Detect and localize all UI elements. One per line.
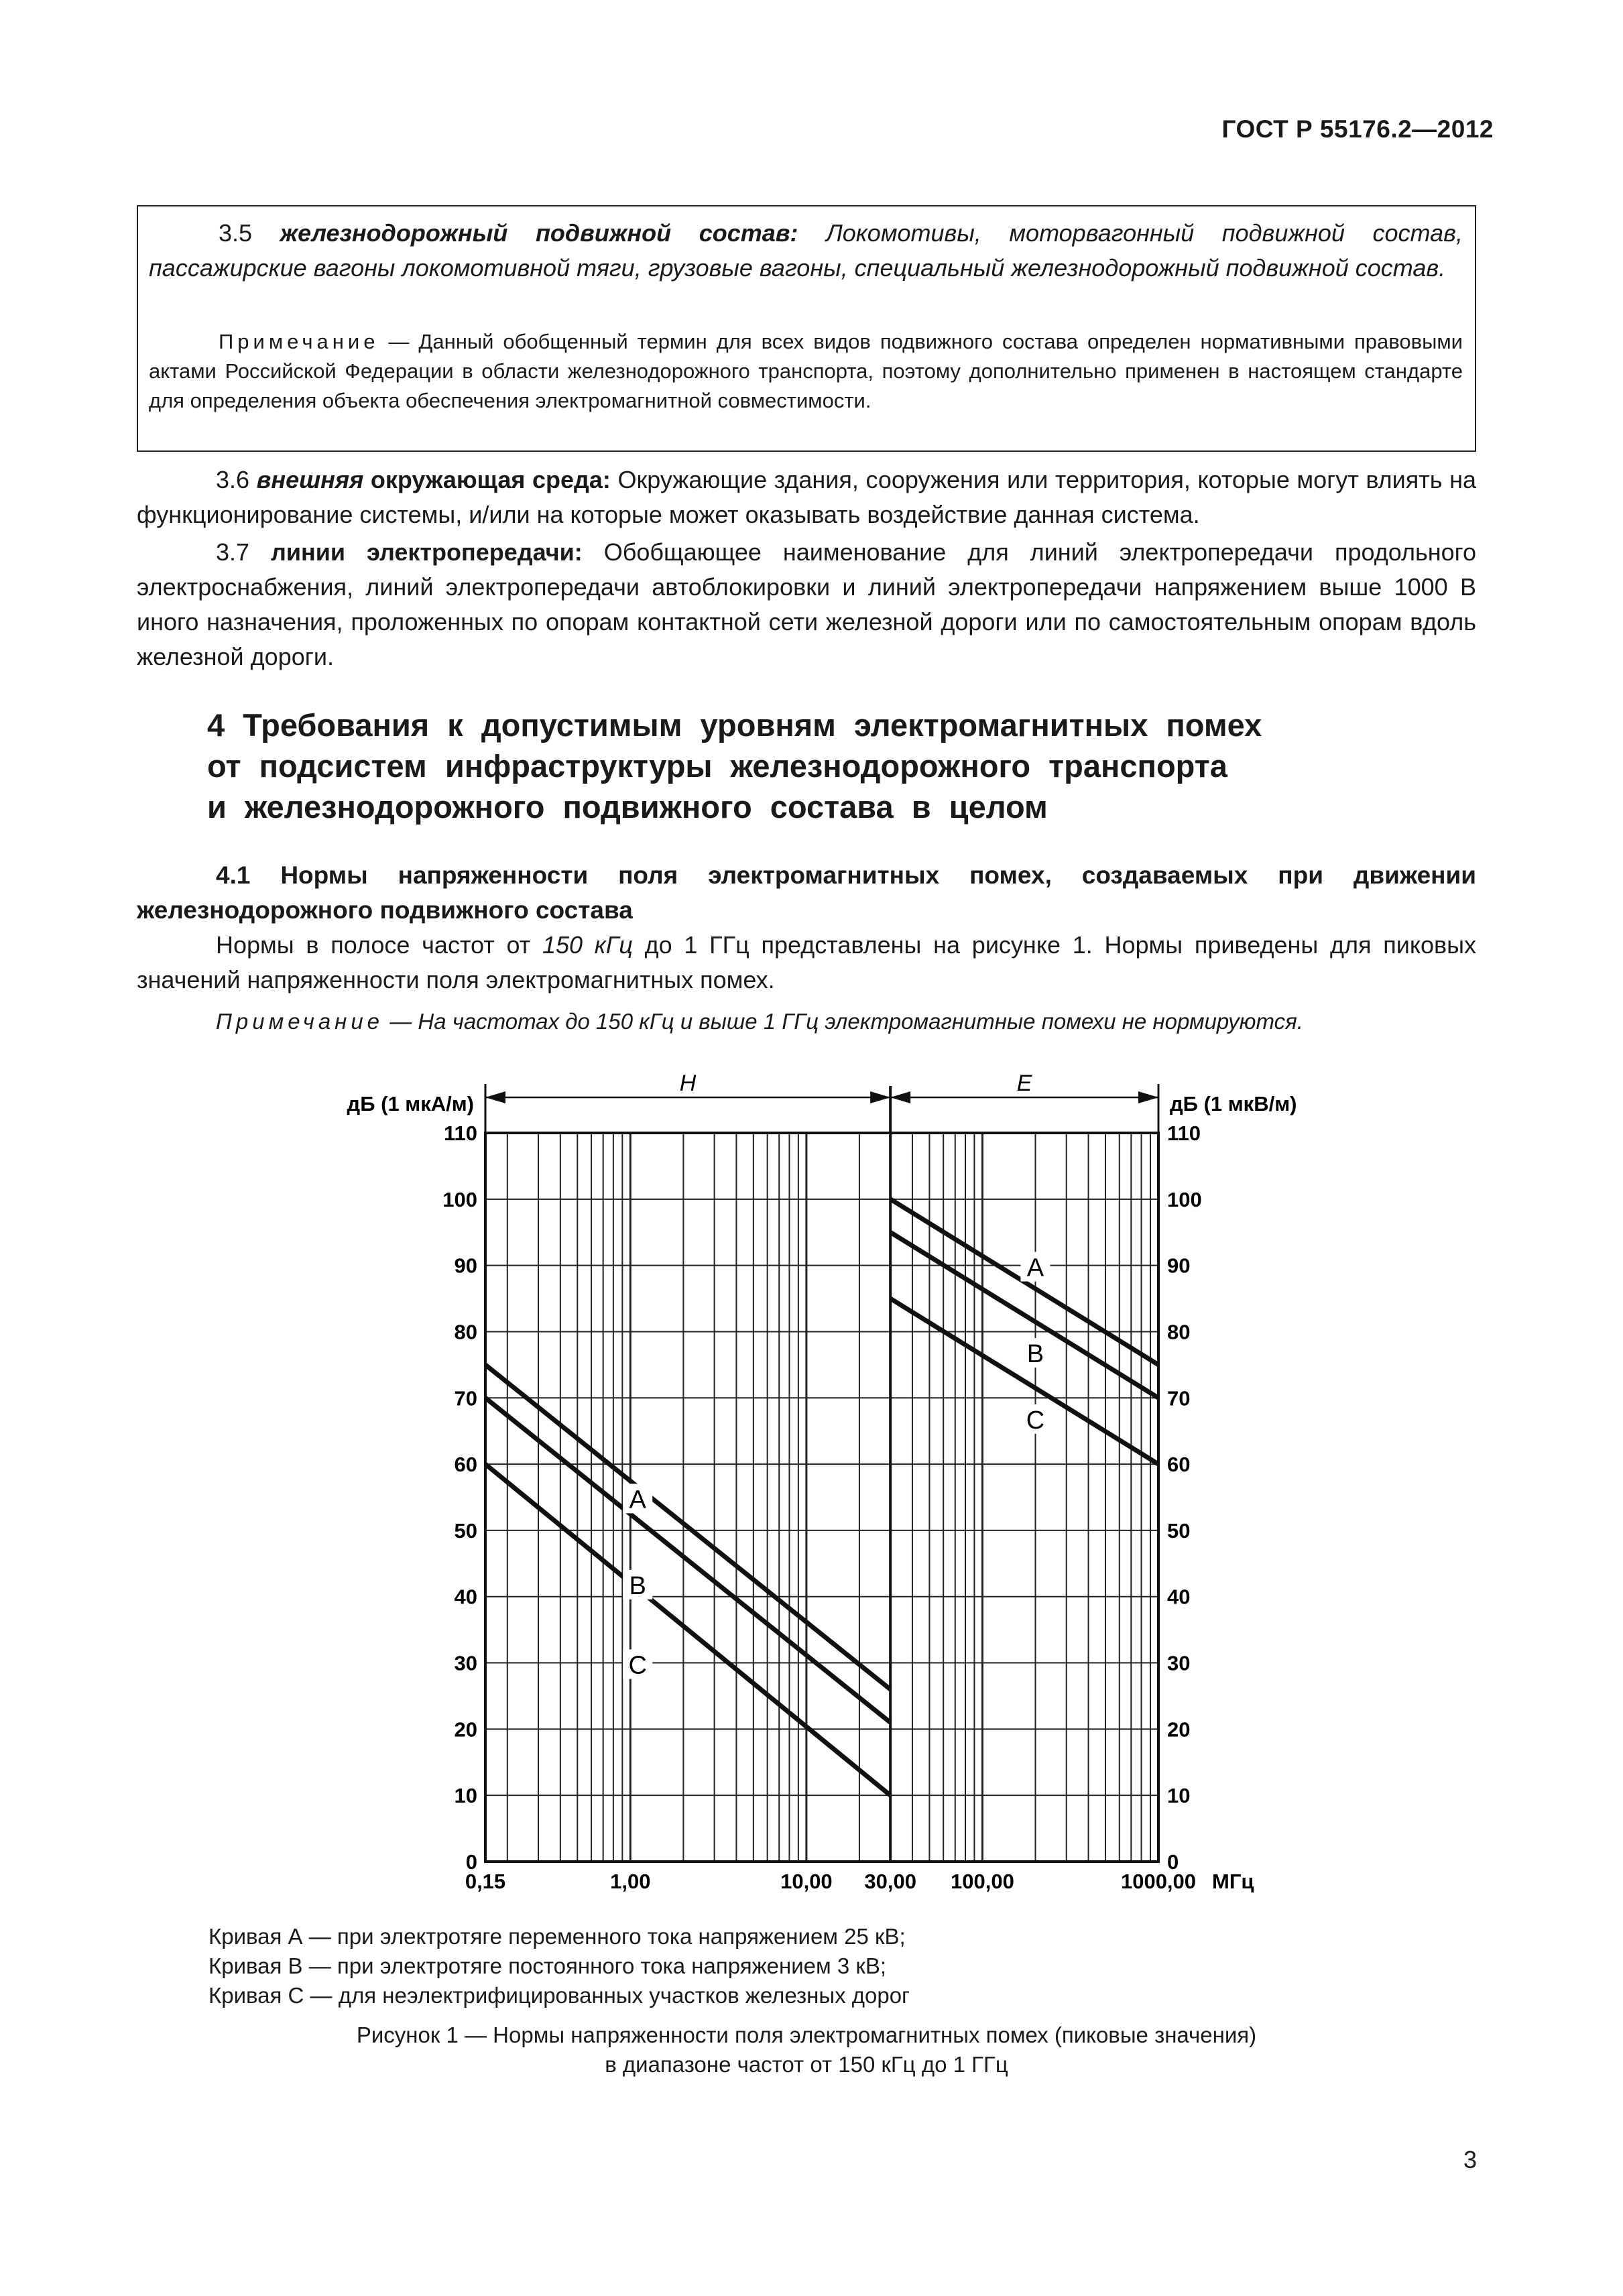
region-e-label: E bbox=[1016, 1071, 1032, 1096]
def-term: окружающая среда: bbox=[370, 466, 611, 493]
arrowhead bbox=[485, 1091, 505, 1103]
y-tick-label-left: 30 bbox=[454, 1651, 477, 1675]
arrowhead bbox=[870, 1091, 890, 1103]
curve-c-h-segment bbox=[485, 1464, 890, 1795]
y-tick-label-left: 60 bbox=[454, 1453, 477, 1477]
y-tick-label-right: 110 bbox=[1167, 1122, 1201, 1145]
region-h-label: H bbox=[679, 1071, 697, 1096]
y-tick-label-right: 90 bbox=[1167, 1254, 1191, 1278]
def-text: Окружающие здания, сооружения или территория, которые могут влиять на функционирование системы, и/или на которые может оказывать воздействие данная система. bbox=[137, 466, 1477, 528]
def-number: 3.5 bbox=[219, 219, 253, 247]
y-tick-label-left: 20 bbox=[454, 1717, 477, 1742]
curve-label-c: C bbox=[1026, 1406, 1045, 1435]
legend-curve-b: Кривая В — при электротяге постоянного тока напряжением 3 кВ; bbox=[208, 1953, 887, 1978]
caption-text: до 1 ГГц bbox=[915, 2052, 1008, 2077]
def-term: линии электропередачи: bbox=[271, 538, 583, 566]
section-4-1-heading: 4.1 Нормы напряженности поля электромагнитных помех, создаваемых при движении железнодорожного подвижного состава bbox=[137, 861, 1476, 924]
x-axis-unit: МГц bbox=[1212, 1870, 1254, 1893]
curve-a-h-segment bbox=[485, 1365, 890, 1689]
y-tick-label-right: 70 bbox=[1167, 1386, 1191, 1410]
chart-labels bbox=[347, 1071, 1297, 1893]
y-tick-label-right: 40 bbox=[1167, 1585, 1191, 1609]
y-tick-label-left: 0 bbox=[465, 1850, 477, 1874]
curve-label-c: C bbox=[628, 1651, 647, 1680]
y-tick-label-right: 100 bbox=[1167, 1187, 1202, 1211]
chart-grid bbox=[485, 1133, 1158, 1862]
y-axis-left-label: дБ (1 мкА/м) bbox=[347, 1092, 474, 1115]
x-tick-label: 30,00 bbox=[864, 1870, 916, 1893]
x-tick-label: 100,00 bbox=[951, 1870, 1014, 1893]
legend-curve-c: Кривая С — для неэлектрифицированных участков железных дорог bbox=[208, 1983, 910, 2008]
y-tick-label-left: 70 bbox=[454, 1386, 477, 1410]
y-tick-label-left: 10 bbox=[454, 1784, 477, 1808]
figure-caption bbox=[137, 2020, 1476, 2079]
legend-curve-a: Кривая А — при электротяге переменного тока напряжением 25 кВ; bbox=[208, 1924, 906, 1949]
caption-text: в диапазоне частот от bbox=[605, 2052, 839, 2077]
y-tick-label-left: 100 bbox=[442, 1187, 477, 1211]
y-tick-label-right: 80 bbox=[1167, 1320, 1191, 1344]
caption-line: Рисунок 1 — Нормы напряженности поля электромагнитных помех (пиковые значения) bbox=[356, 2022, 1257, 2047]
def-term-italic: внешняя bbox=[256, 466, 364, 493]
y-tick-label-left: 90 bbox=[454, 1254, 477, 1278]
para-freq: 150 кГц bbox=[542, 931, 633, 959]
chart-frame bbox=[485, 1084, 1158, 1862]
def-number: 3.7 bbox=[216, 538, 250, 566]
para-text: Нормы в полосе частот от bbox=[216, 931, 542, 959]
x-tick-label: 0,15 bbox=[465, 1870, 506, 1893]
y-tick-label-right: 20 bbox=[1167, 1717, 1191, 1742]
y-tick-label-left: 40 bbox=[454, 1585, 477, 1609]
chart-legend bbox=[208, 1922, 1348, 2010]
curve-label-b: B bbox=[629, 1571, 646, 1600]
note-text: — На частотах до 150 кГц и выше 1 ГГц электромагнитные помехи не нормируются. bbox=[389, 1009, 1303, 1034]
section-4-heading-line: 4 Требования к допустимым уровням электромагнитных помех bbox=[207, 707, 1262, 743]
y-tick-label-left: 80 bbox=[454, 1320, 477, 1344]
document-id: ГОСТ Р 55176.2—2012 bbox=[1221, 115, 1494, 143]
page-number: 3 bbox=[1463, 2146, 1478, 2173]
def-text: Локомотивы, моторвагонный подвижной состав, пассажирские вагоны локомотивной тяги, грузовые вагоны, специальный железнодорожный подвижной состав. bbox=[149, 219, 1463, 282]
section-4-heading-line: и железнодорожного подвижного состава в целом bbox=[207, 789, 1048, 825]
x-tick-label: 1,00 bbox=[610, 1870, 651, 1893]
y-tick-label-left: 110 bbox=[443, 1122, 477, 1145]
def-term: железнодорожный подвижной состав: bbox=[280, 219, 798, 247]
def-number: 3.6 bbox=[216, 466, 250, 493]
curve-label-a: A bbox=[1026, 1254, 1044, 1282]
y-axis-right-label: дБ (1 мкВ/м) bbox=[1170, 1092, 1297, 1115]
caption-line bbox=[137, 2050, 1476, 2079]
curve-b-h-segment bbox=[485, 1398, 890, 1722]
plot-frame bbox=[485, 1133, 1158, 1862]
y-tick-label-right: 60 bbox=[1167, 1453, 1191, 1477]
def-text: Обобщающее наименование для линий электропередачи продольного электроснабжения, линий электропередачи автоблокировки и линий электропередачи напряжением выше 1000 В иного назначения, проложенных по опорам контактной сети железной дороги или по самостоятельным опорам вдоль железной дороги. bbox=[137, 538, 1476, 670]
section-4-heading-line: от подсистем инфраструктуры железнодорожного транспорта bbox=[207, 748, 1227, 784]
caption-freq: 150 кГц bbox=[838, 2052, 916, 2077]
x-tick-label: 1000,00 bbox=[1120, 1870, 1197, 1893]
y-tick-label-left: 50 bbox=[454, 1518, 477, 1543]
x-tick-label: 10,00 bbox=[780, 1870, 833, 1893]
note-label: Примечание bbox=[219, 330, 379, 353]
chart-series bbox=[485, 1199, 1158, 1795]
curve-c-e-segment bbox=[890, 1298, 1158, 1464]
para-text: до 1 ГГц представлены на рисунке 1. Нормы приведены для пиковых значений напряженности поля электромагнитных помех. bbox=[137, 931, 1476, 993]
curve-label-b: B bbox=[1026, 1339, 1044, 1368]
note-label: Примечание bbox=[216, 1009, 384, 1034]
y-tick-label-right: 0 bbox=[1167, 1850, 1179, 1874]
y-tick-label-right: 10 bbox=[1167, 1784, 1191, 1808]
arrowhead bbox=[1138, 1091, 1158, 1103]
arrowhead bbox=[890, 1091, 910, 1103]
curve-label-a: A bbox=[629, 1486, 646, 1514]
note-text: — Данный обобщенный термин для всех видов подвижного состава определен нормативными правовыми актами Российской Федерации в области железнодорожного транспорта, поэтому дополнительно применен в настоящем стандарте для определения объекта обеспечения электромагнитной совместимости. bbox=[149, 330, 1463, 412]
y-tick-label-right: 50 bbox=[1167, 1518, 1191, 1543]
y-tick-label-right: 30 bbox=[1167, 1651, 1191, 1675]
